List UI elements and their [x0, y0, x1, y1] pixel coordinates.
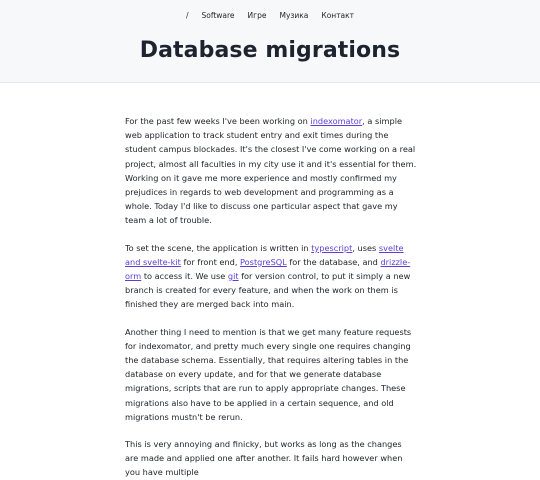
drizzle-orm-link[interactable]: drizzle-orm	[125, 256, 411, 282]
nav-games-link[interactable]: Игре	[247, 11, 267, 20]
paragraph-text: for the database, and	[286, 256, 381, 267]
paragraph-text: , a simple web application to track student entry and exit times during the student campus blockades. It's the closest I've come working on a real project, almost all faculties in my city use it and it's essential for them. Working on it gave me more experience and mostly confirmed my prejudices in regards to web development and programming as a whole. Today I'd like to discuss one particular aspect that gave my team a lot of trouble.	[125, 116, 417, 226]
paragraph-text: to access it. We use	[141, 271, 228, 282]
page-title: Database migrations	[139, 38, 401, 63]
nav-home-link[interactable]: /	[185, 11, 189, 20]
nav-contact-link[interactable]: Контакт	[321, 11, 355, 20]
paragraph-text: For the past few weeks I've been working on	[125, 116, 311, 126]
top-nav	[0, 0, 540, 20]
typescript-link[interactable]: typescript	[311, 242, 353, 253]
indexomator-link[interactable]: indexomator	[310, 116, 363, 126]
paragraph-finicky: This is very annoying and finicky, but works as long as the changes are made and applied one after another. It fails hard however when you have multiple	[125, 439, 403, 478]
paragraph-feature-requests: Another thing I need to mention is that we get many feature requests for indexomator, and pretty much every single one requires changing the database schema. Essentially, that requires altering tables in the database on every update, and for that we generate database migrations, scripts that are run to apply appropriate changes. These migrations also have to be applied in a certain sequence, and old migrations mustn't be rerun.	[125, 326, 412, 422]
page-header	[0, 0, 540, 83]
article-body	[125, 114, 417, 480]
paragraph-intro	[125, 114, 417, 228]
nav-software-link[interactable]: Software	[201, 11, 235, 20]
svelte-link[interactable]: svelte and svelte-kit	[125, 242, 404, 267]
postgresql-link[interactable]: PostgreSQL	[240, 256, 287, 267]
paragraph-text: for version control, to put it simply a new branch is created for every feature, and when the work on them is finished they are merged back into main.	[125, 271, 411, 310]
paragraph-stack	[125, 241, 417, 312]
paragraph-text: To set the scene, the application is written in	[125, 242, 312, 253]
paragraph-text: , uses	[352, 242, 379, 253]
git-link[interactable]: git	[227, 271, 239, 282]
paragraph-text: for front end,	[180, 256, 241, 267]
nav-music-link[interactable]: Музика	[279, 11, 309, 20]
